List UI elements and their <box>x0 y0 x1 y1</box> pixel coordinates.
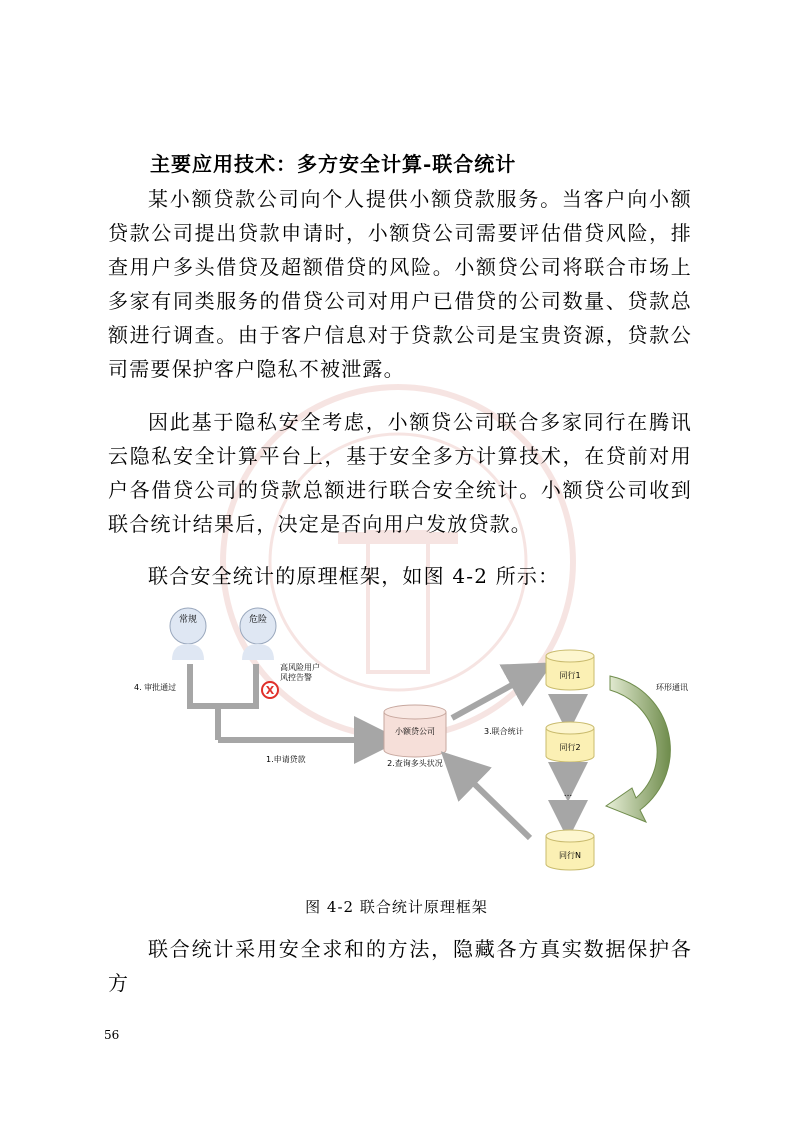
user-normal-label-top: 常规 <box>178 615 198 625</box>
peerN-label: 同行N <box>559 851 581 860</box>
page-number: 56 <box>104 1028 120 1042</box>
risk-warning-line1: 高风险用户 <box>280 663 320 672</box>
step2-label: 2.查询多头状况 <box>387 759 443 768</box>
peer-ellipsis: ... <box>563 789 573 799</box>
step4-label: 4. 审批通过 <box>134 683 177 692</box>
ring-arrow-icon <box>606 676 670 822</box>
peer1-cylinder <box>546 650 594 690</box>
query-arrow <box>452 674 532 718</box>
lender-label: 小额贷公司 <box>395 727 435 736</box>
paragraph-4: 联合统计采用安全求和的方法，隐藏各方真实数据保护各方 <box>108 937 692 995</box>
section-heading: 主要应用技术：多方安全计算-联合统计 <box>150 152 517 176</box>
paragraph-1: 某小额贷款公司向个人提供小额贷款服务。当客户向小额贷款公司提出贷款申请时，小额贷公司需要评估借贷风险，排查用户多头借贷及超额借贷的风险。小额贷公司将联合市场上多家有同类服务的借贷公司对用户已借贷的公司数量、贷款总额进行调查。由于客户信息对于贷款公司是宝贵资源，贷款公司需要保护客户隐私不被泄露。 <box>108 187 692 381</box>
risk-warning-line2: 风控告警 <box>280 673 312 682</box>
user-risk-label: 危险 <box>248 615 268 625</box>
step3-label: 3.联合统计 <box>484 727 524 736</box>
peer1-label: 同行1 <box>559 671 581 680</box>
ring-label: 环形通讯 <box>656 683 688 692</box>
reject-icon <box>262 682 278 698</box>
framework-figure <box>118 600 718 880</box>
paragraph-2: 因此基于隐私安全考虑，小额贷公司联合多家同行在腾讯云隐私安全计算平台上，基于安全多方计算技术，在贷前对用户各借贷公司的贷款总额进行联合安全统计。小额贷公司收到联合统计结果后，决定是否向用户发放贷款。 <box>108 410 692 536</box>
svg-text:X: X <box>265 684 275 697</box>
result-arrow <box>458 768 530 838</box>
peer2-cylinder <box>546 722 594 762</box>
peer2-label: 同行2 <box>559 743 581 752</box>
paragraph-3: 联合安全统计的原理框架，如图 4-2 所示： <box>148 564 560 588</box>
figure-caption: 图 4-2 联合统计原理框架 <box>305 898 488 916</box>
step1-label: 1.申请贷款 <box>266 755 306 764</box>
peerN-cylinder <box>546 830 594 870</box>
